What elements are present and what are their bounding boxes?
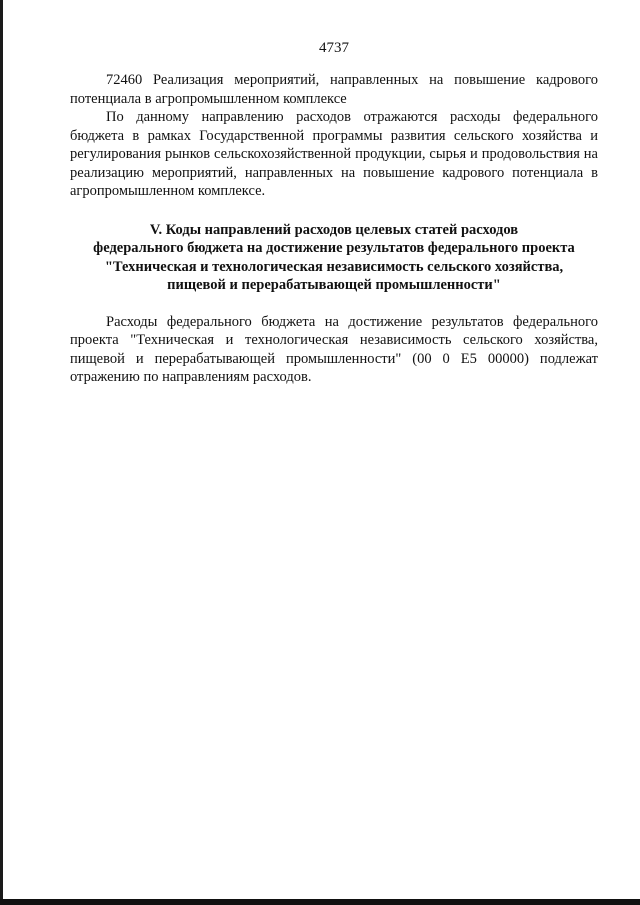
page-number: 4737 [319,40,349,56]
scan-left-edge [0,0,3,905]
section-heading-line: V. Коды направлений расходов целевых статей расходов [149,221,519,238]
section-heading-line: федерального бюджета на достижение результатов федерального проекта [93,240,575,256]
section-heading-line: "Техническая и технологическая независимость сельского хозяйства, [104,258,564,275]
expense-description-paragraph: По данному направлению расходов отражаются расходы федерального бюджета в рамках Государственной программы развития сельского хозяйства и регулирования рынков сельскохозяйственной продукции, сырья и продовольствия на реализацию мероприятий, направленных на повышение кадрового потенциала в агропромышленном комплексе. [70,109,598,199]
section-heading [70,221,598,295]
section-paragraph: Расходы федерального бюджета на достижение результатов федерального проекта "Техническая и технологическая независимость сельского хозяйства, пищевой и перерабатывающей промышленности" (00 0 Е5 00000) подлежат отражению по направлениям расходов. [70,313,598,385]
document-page [70,40,598,387]
expense-code-entry: 72460 Реализация мероприятий, направленных на повышение кадрового потенциала в агропромышленном комплексе [70,72,598,107]
scan-bottom-edge [0,899,640,905]
section-heading-line: пищевой и перерабатывающей промышленности" [167,277,501,293]
